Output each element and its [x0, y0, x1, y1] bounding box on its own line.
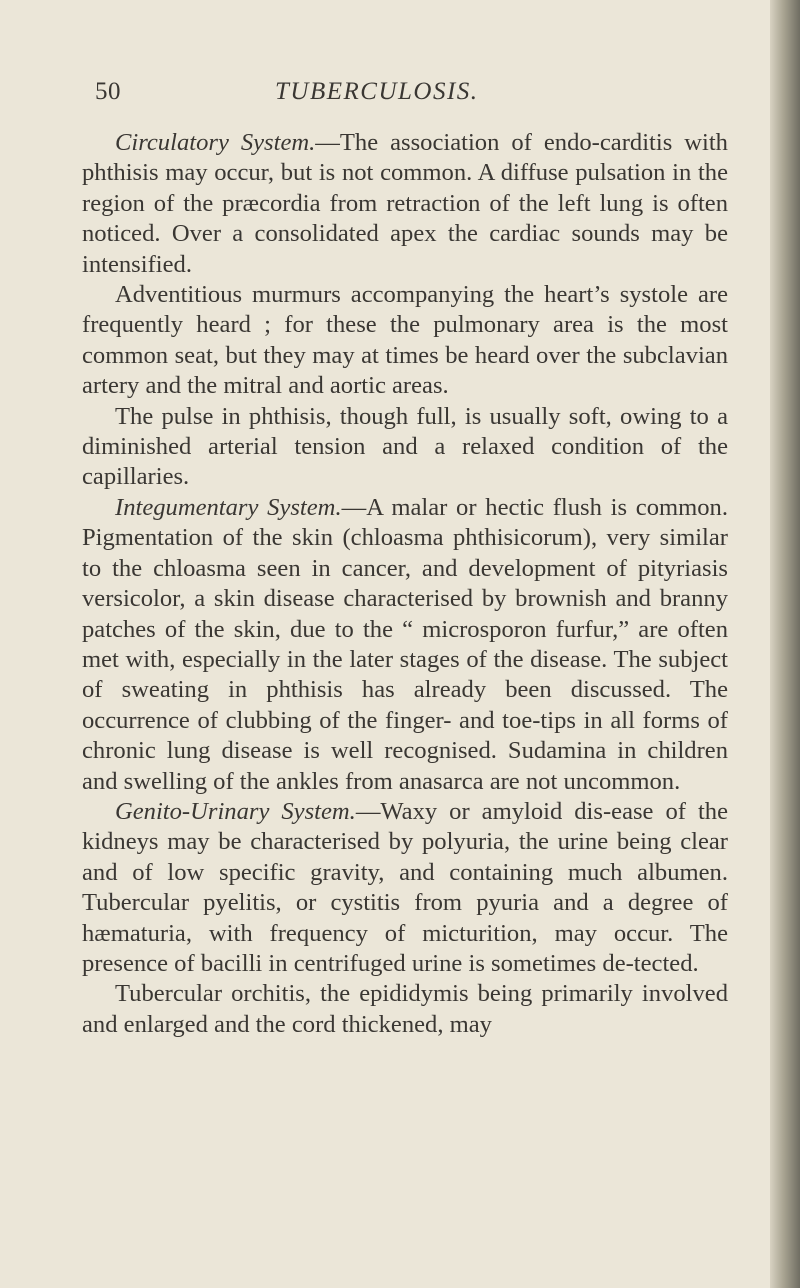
paragraph-text: Adventitious murmurs accompanying the heart’s systole are frequently heard ; for these the pulmonary area is the most common seat, but they may at times be heard over the subclavian artery and the mitral and aortic areas. [82, 281, 728, 400]
page-header [95, 78, 695, 108]
page-number: 50 [95, 78, 121, 105]
section-heading-circulatory: Circulatory System. [115, 129, 316, 156]
paragraph-circulatory [82, 128, 728, 280]
paragraph-text: —The association of endo-carditis with phthisis may occur, but is not common. A diffuse pulsation in the region of the præcordia from retraction of the left lung is often noticed. Over a consolidated apex the cardiac sounds may be intensified. [82, 129, 728, 278]
paragraph-text: Tubercular orchitis, the epididymis being primarily involved and enlarged and the cord thickened, may [82, 980, 728, 1038]
paragraph-text: —A malar or hectic flush is common. Pigmentation of the skin (chloasma phthisicorum), very similar to the chloasma seen in cancer, and development of pityriasis versicolor, a skin disease characterised by brownish and branny patches of the skin, due to the “ microsporon furfur,” are often met with, especially in the later stages of the disease. The subject of sweating in phthisis has already been discussed. The occurrence of clubbing of the finger- and toe-tips in all forms of chronic lung disease is well recognised. Sudamina in children and swelling of the ankles from anasarca are not uncommon. [82, 493, 728, 795]
paragraph-orchitis [82, 979, 728, 1040]
page-edge-shadow [770, 0, 800, 1288]
paragraph-murmurs [82, 280, 728, 402]
paragraph-pulse [82, 402, 728, 493]
section-heading-integumentary: Integumentary System. [115, 493, 342, 521]
paragraph-text: The pulse in phthisis, though full, is usually soft, owing to a diminished arterial tension and a relaxed condition of the capillaries. [82, 402, 728, 491]
section-heading-genito-urinary: Genito-Urinary System. [115, 797, 356, 825]
paragraph-text: —Waxy or amyloid dis-ease of the kidneys may be characterised by polyuria, the urine being clear and of low specific gravity, and containing much albumen. Tubercular pyelitis, or cystitis from pyuria and a degree of hæmaturia, with frequency of micturition, may occur. The presence of bacilli in centrifuged urine is sometimes de-tected. [82, 797, 729, 977]
running-title: TUBERCULOSIS. [275, 78, 479, 105]
paragraph-integumentary [82, 493, 728, 797]
body-text [82, 128, 728, 1040]
paragraph-genito-urinary [82, 797, 728, 979]
